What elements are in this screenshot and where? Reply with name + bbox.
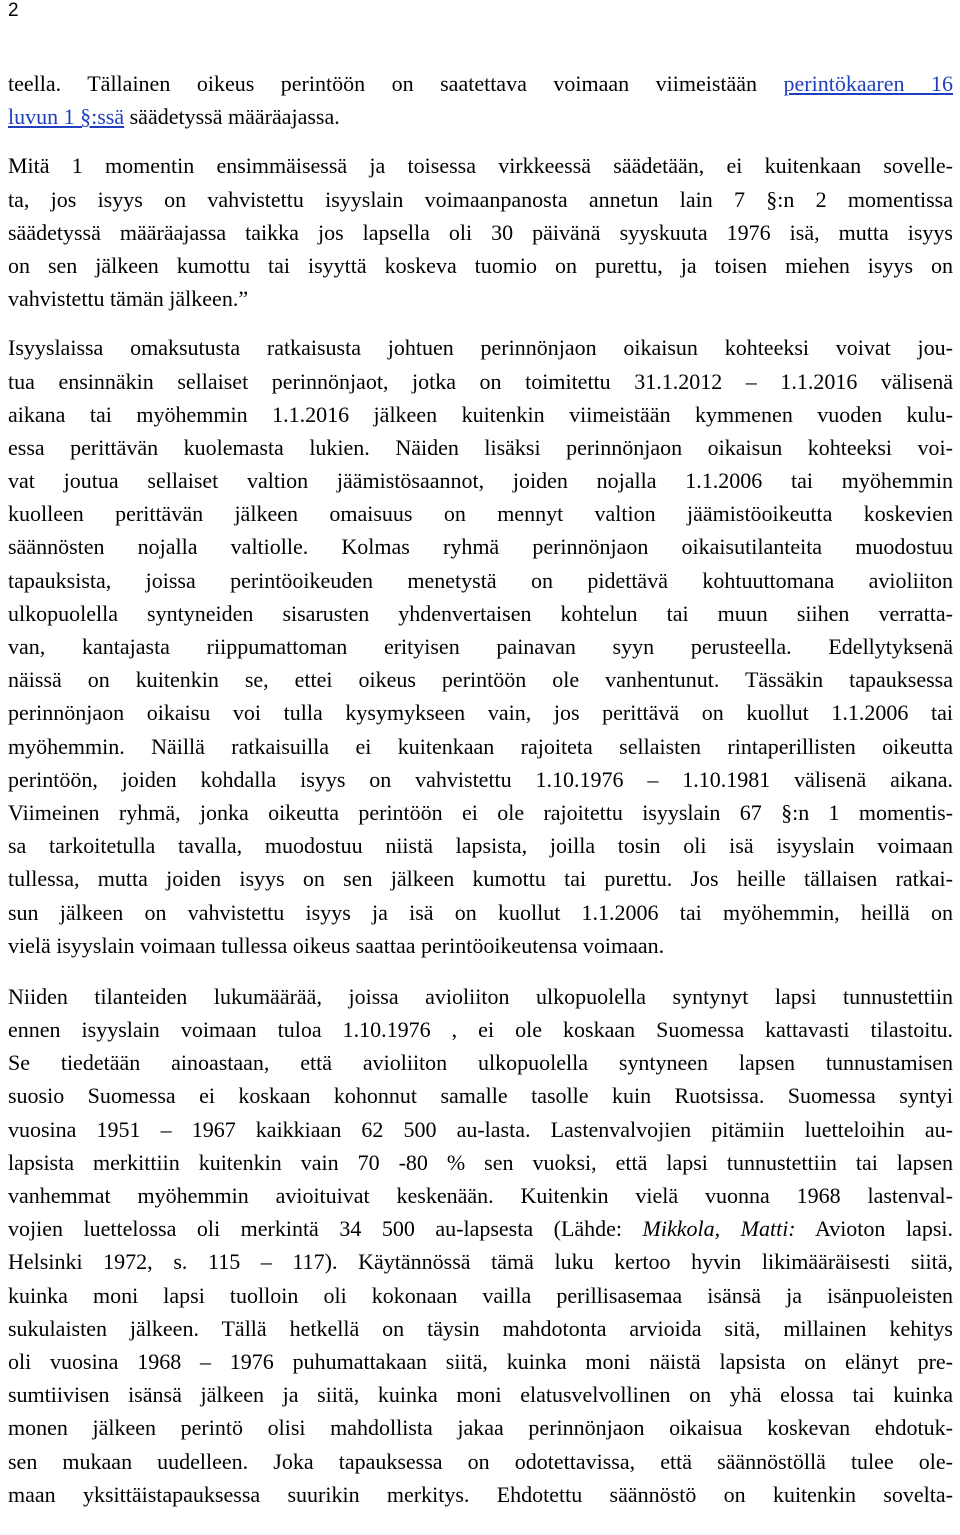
text-run: teella. Tällainen oikeus perintöön on saatettava voimaan viimeistään xyxy=(8,71,784,96)
text-line: näissä on kuitenkin se, ettei oikeus perintöön ole vanhentunut. Tässäkin tapauksessa xyxy=(8,667,953,693)
text-line: sun jälkeen on vahvistettu isyys ja isä on kuollut 1.1.2006 tai myöhemmin, heillä on xyxy=(8,899,953,925)
paragraph-2 xyxy=(8,149,953,315)
text-run: Avioton lapsi. xyxy=(795,1216,953,1242)
source-author: Mikkola, Matti: xyxy=(642,1216,796,1242)
text-line: vielä isyyslain voimaan tullessa oikeus saattaa perintöoikeutensa voimaan. xyxy=(8,932,665,958)
text-line: kuinka moni lapsi tuolloin oli kokonaan vailla perillisasemaa isänsä ja isänpuoleisten xyxy=(8,1282,953,1308)
text-line: myöhemmin. Näillä ratkaisuilla ei kuitenkaan rajoiteta sellaisten rintaperillisten oikeutta xyxy=(8,733,953,759)
text-run: säädetyssä määräajassa. xyxy=(124,104,340,130)
text-line: säännösten nojalla valtiolle. Kolmas ryhmä perinnönjaon oikaisutilanteita muodostuu xyxy=(8,534,953,560)
text-line: tua ensinnäkin sellaiset perinnönjaot, jotka on toimitettu 31.1.2012 – 1.1.2016 välisenä xyxy=(8,368,953,394)
text-line: ulkopuolella syntyneiden sisarusten yhdenvertaisen kohtelun tai muun siihen verratta- xyxy=(8,600,953,626)
text-line: perintöön, joiden kohdalla isyys on vahvistettu 1.10.1976 – 1.10.1981 välisenä aikana. xyxy=(8,766,953,792)
text-line: Niiden tilanteiden lukumäärää, joissa avioliiton ulkopuolella syntynyt lapsi tunnustettiin xyxy=(8,983,953,1009)
text-line: Viimeinen ryhmä, jonka oikeutta perintöön ei ole rajoitettu isyyslain 67 §:n 1 momentis- xyxy=(8,799,953,825)
text-line: kuolleen perittävän jälkeen omaisuus on mennyt valtion jäämistöoikeutta koskevien xyxy=(8,501,953,527)
page-number: 2 xyxy=(8,0,19,21)
text-line: vuosina 1951 – 1967 kaikkiaan 62 500 au-lasta. Lastenvalvojien pitämiin luetteloihin au- xyxy=(8,1116,953,1142)
text-line xyxy=(8,100,953,133)
text-line: vat joutua sellaiset valtion jäämistösaannot, joiden nojalla 1.1.2006 tai myöhemmin xyxy=(8,468,953,494)
text-run: vojien luettelossa oli merkintä 34 500 au-lapsesta (Lähde: xyxy=(8,1216,643,1242)
text-line: oli vuosina 1968 – 1976 puhumattakaan siitä, kuinka moni näistä lapsista on elänyt pre- xyxy=(8,1348,953,1374)
text-line: Se tiedetään ainoastaan, että avioliiton ulkopuolella syntyneen lapsen tunnustamisen xyxy=(8,1050,953,1076)
text-line: essa perittävän kuolemasta lukien. Näiden lisäksi perinnönjaon oikaisun kohteeksi voi- xyxy=(8,434,953,460)
text-line xyxy=(8,1212,953,1245)
text-line xyxy=(8,67,953,100)
text-line: sa tarkoitetulla tavalla, muodostuu niistä lapsista, joilla tosin oli isä isyyslain voimaan xyxy=(8,833,953,859)
statute-link[interactable]: luvun 1 §:ssä xyxy=(8,104,125,130)
text-line: tapauksista, joissa perintöoikeuden menetystä on pidettävä kohtuuttomana avioliiton xyxy=(8,567,953,593)
text-line: van, kantajasta riippumattoman erityisen painavan syyn perusteella. Edellytyksenä xyxy=(8,634,953,659)
text-line: sumtiivisen isänsä jälkeen ja siitä, kuinka moni elatusvelvollinen on yhä elossa tai kuinka xyxy=(8,1382,953,1408)
text-line: lapsista merkittiin kuitenkin vain 70 -80 % sen vuoksi, että lapsi tunnustettiin tai lapsen xyxy=(8,1149,953,1175)
text-line: aikana tai myöhemmin 1.1.2016 jälkeen kuitenkin viimeistään kymmenen vuoden kulu- xyxy=(8,401,953,427)
text-line: vanhemmat myöhemmin avioituivat keskenään. Kuitenkin vielä vuonna 1968 lastenval- xyxy=(8,1183,953,1208)
text-line: ennen isyyslain voimaan tuloa 1.10.1976 , ei ole koskaan Suomessa kattavasti tilastoitu. xyxy=(8,1017,953,1043)
text-line: sukulaisten jälkeen. Tällä hetkellä on täysin mahdotonta arvioida sitä, millainen kehitys xyxy=(8,1315,953,1341)
document-body xyxy=(8,67,953,1511)
text-line: Mitä 1 momentin ensimmäisessä ja toisessa virkkeessä säädetään, ei kuitenkaan sovelle- xyxy=(8,153,953,179)
statute-link[interactable]: perintökaaren 16 xyxy=(783,71,953,96)
text-line: tullessa, mutta joiden isyys on sen jälkeen kumottu tai purettu. Jos heille tällaisen ratkai- xyxy=(8,866,953,892)
paragraph-4 xyxy=(8,980,953,1511)
paragraph-3 xyxy=(8,331,953,962)
text-line: vahvistettu tämän jälkeen.” xyxy=(8,286,249,312)
text-line: Helsinki 1972, s. 115 – 117). Käytännössä tämä luku kertoo hyvin likimääräisesti siitä, xyxy=(8,1249,953,1275)
paragraph-1 xyxy=(8,67,953,133)
text-line: suosio Suomessa ei koskaan kohonnut samalle tasolle kuin Ruotsissa. Suomessa syntyi xyxy=(8,1083,953,1109)
text-line: perinnönjaon oikaisu voi tulla kysymykseen vain, jos perittävä on kuollut 1.1.2006 tai xyxy=(8,700,953,726)
text-line: Isyyslaissa omaksutusta ratkaisusta johtuen perinnönjaon oikaisun kohteeksi voivat jou- xyxy=(8,335,953,361)
text-line: maan yksittäistapauksessa suurikin merkitys. Ehdotettu säännöstö on kuitenkin sovelta- xyxy=(8,1481,953,1507)
text-line: ta, jos isyys on vahvistettu isyyslain voimaanpanosta annetun lain 7 §:n 2 momentissa xyxy=(8,186,953,212)
text-line: säädetyssä määräajassa taikka jos lapsella oli 30 päivänä syyskuuta 1976 isä, mutta isyys xyxy=(8,219,953,245)
text-line: monen jälkeen perintö olisi mahdollista jakaa perinnönjaon oikaisua koskevan ehdotuk- xyxy=(8,1415,953,1441)
text-line: on sen jälkeen kumottu tai isyyttä koskeva tuomio on purettu, ja toisen miehen isyys on xyxy=(8,252,953,278)
text-line: sen mukaan uudelleen. Joka tapauksessa on odotettavissa, että säännöstöllä tulee ole- xyxy=(8,1448,953,1474)
